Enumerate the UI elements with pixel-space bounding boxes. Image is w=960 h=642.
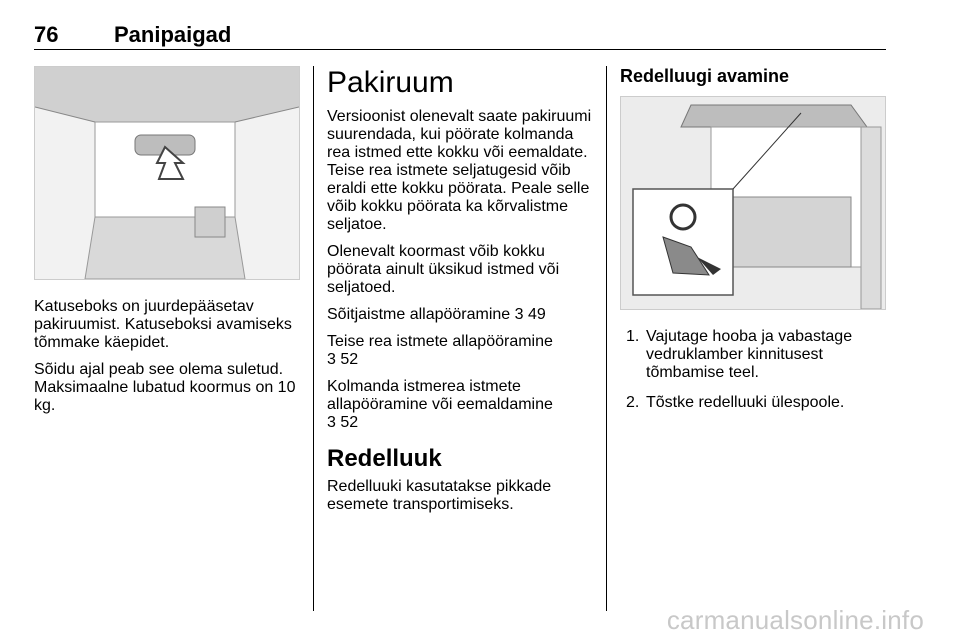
arrow-icon: 3 [327,414,336,431]
section-title: Panipaigad [114,22,232,47]
list-item: 1. Vajutage hooba ja vabastage vedruklamber kinnitusest tõmbamise teel. [626,328,853,381]
ladder-hatch-illustration-icon [620,96,886,310]
paragraph: Katuseboks on juurdepääsetav pakiruumist. Katuseboksi avamiseks tõmmake käepidet. [34,298,292,351]
arrow-icon: 3 [327,351,336,368]
page-number: 76 [34,22,59,47]
subsection-heading: Redelluuk [327,445,442,472]
cross-reference[interactable]: Kolmanda istmerea istmete allapööramine või eemaldamine 3 52 [327,378,553,431]
steps-list [620,328,886,412]
middle-column [327,66,599,523]
paragraph: Sõidu ajal peab see olema suletud. Maksimaalne lubatud koormus on 10 kg. [34,361,296,414]
paragraph: Versioonist olenevalt saate pakiruumi suurendada, kui pöörate kolmanda rea istmed ette kokku või eemaldate. Teise rea istmete seljatugesid võib eraldi ette kokku pöörata. Peale selle võib kokku pöörata ka kõrvalistme seljatoe. [327,108,592,233]
cross-reference[interactable]: Sõitjaistme allapööramine 3 49 [327,306,546,323]
arrow-icon: 3 [514,306,524,323]
list-item: 2. Tõstke redelluuki ülespoole. [626,394,845,411]
right-column [620,66,886,424]
subsection-heading: Redelluugi avamine [620,66,790,86]
watermark: carmanualsonline.info [666,605,924,635]
paragraph: Olenevalt koormast võib kokku pöörata ainult üksikud istmed või seljatoed. [327,243,560,296]
left-column [34,66,300,424]
cross-reference[interactable]: Teise rea istmete allapööramine 3 52 [327,333,553,368]
section-heading: Pakiruum [327,66,454,99]
column-divider-1 [313,66,314,611]
header-rule [34,49,886,50]
hood-handle-illustration-icon [34,66,300,280]
paragraph: Redelluuki kasutatakse pikkade esemete transportimiseks. [327,478,552,513]
page-header [34,22,886,52]
column-divider-2 [606,66,607,611]
